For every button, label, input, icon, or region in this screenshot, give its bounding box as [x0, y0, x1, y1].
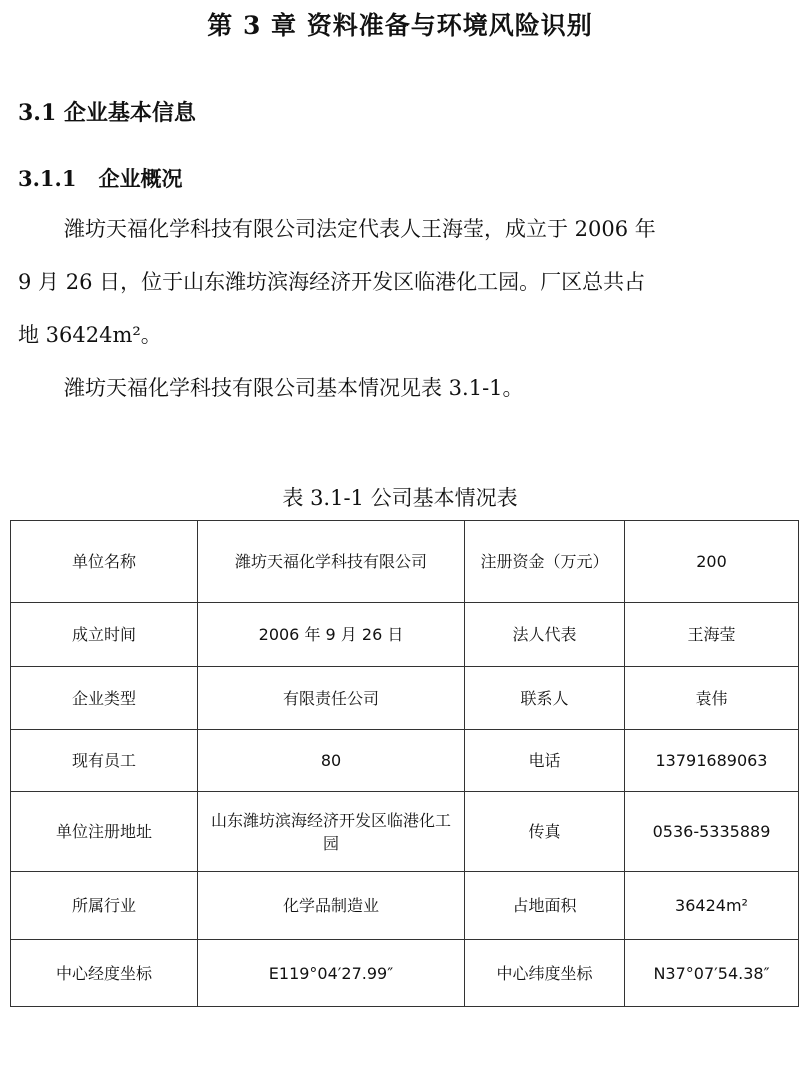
table-row: [11, 730, 799, 792]
field-label-cell: 法人代表: [465, 603, 625, 667]
field-value-cell: 80: [198, 730, 465, 792]
table-row: [11, 521, 799, 603]
field-value-cell: 山东潍坊滨海经济开发区临港化工园: [198, 792, 465, 872]
table-row: [11, 872, 799, 940]
field-label-cell: 联系人: [465, 667, 625, 730]
field-label-cell: 传真: [465, 792, 625, 872]
field-value-cell: 化学品制造业: [198, 872, 465, 940]
company-info-table: [10, 520, 799, 1007]
field-value-cell: 0536-5335889: [625, 792, 799, 872]
field-value-cell: 2006 年 9 月 26 日: [198, 603, 465, 667]
field-value-cell: 有限责任公司: [198, 667, 465, 730]
table-row: [11, 667, 799, 730]
subsection-title: 企业概况: [98, 166, 183, 191]
field-value-cell: 潍坊天福化学科技有限公司: [198, 521, 465, 603]
table-caption: 表 3.1-1 公司基本情况表: [282, 486, 518, 510]
field-value-cell: N37°07′54.38″: [625, 940, 799, 1007]
subsection-number: 3.1.1: [18, 166, 77, 191]
field-value-cell: 36424m²: [625, 872, 799, 940]
field-label-cell: 电话: [465, 730, 625, 792]
field-label-cell: 中心纬度坐标: [465, 940, 625, 1007]
table-row: [11, 603, 799, 667]
chapter-title: 第 3 章 资料准备与环境风险识别: [207, 11, 593, 40]
subsection-heading: [18, 163, 182, 193]
field-value-cell: 13791689063: [625, 730, 799, 792]
field-value-cell: 王海莹: [625, 603, 799, 667]
field-label-cell: 现有员工: [11, 730, 198, 792]
table-row: [11, 792, 799, 872]
field-label-cell: 单位注册地址: [11, 792, 198, 872]
paragraph-line: 潍坊天福化学科技有限公司法定代表人王海莹，成立于 2006 年: [64, 217, 656, 241]
field-value-cell: 袁伟: [625, 667, 799, 730]
table-row: [11, 940, 799, 1007]
field-value-cell: 200: [625, 521, 799, 603]
field-label-cell: 成立时间: [11, 603, 198, 667]
section-heading: 3.1 企业基本信息: [18, 100, 196, 126]
field-label-cell: 所属行业: [11, 872, 198, 940]
field-label-cell: 企业类型: [11, 667, 198, 730]
table-reference-paragraph: 潍坊天福化学科技有限公司基本情况见表 3.1-1。: [64, 376, 524, 400]
field-value-cell: E119°04′27.99″: [198, 940, 465, 1007]
paragraph-line: 地 36424m²。: [18, 323, 162, 347]
field-label-cell: 单位名称: [11, 521, 198, 603]
field-label-cell: 中心经度坐标: [11, 940, 198, 1007]
paragraph-line: 9 月 26 日，位于山东潍坊滨海经济开发区临港化工园。厂区总共占: [18, 270, 646, 294]
field-label-cell: 占地面积: [465, 872, 625, 940]
field-label-cell: 注册资金（万元）: [465, 521, 625, 603]
